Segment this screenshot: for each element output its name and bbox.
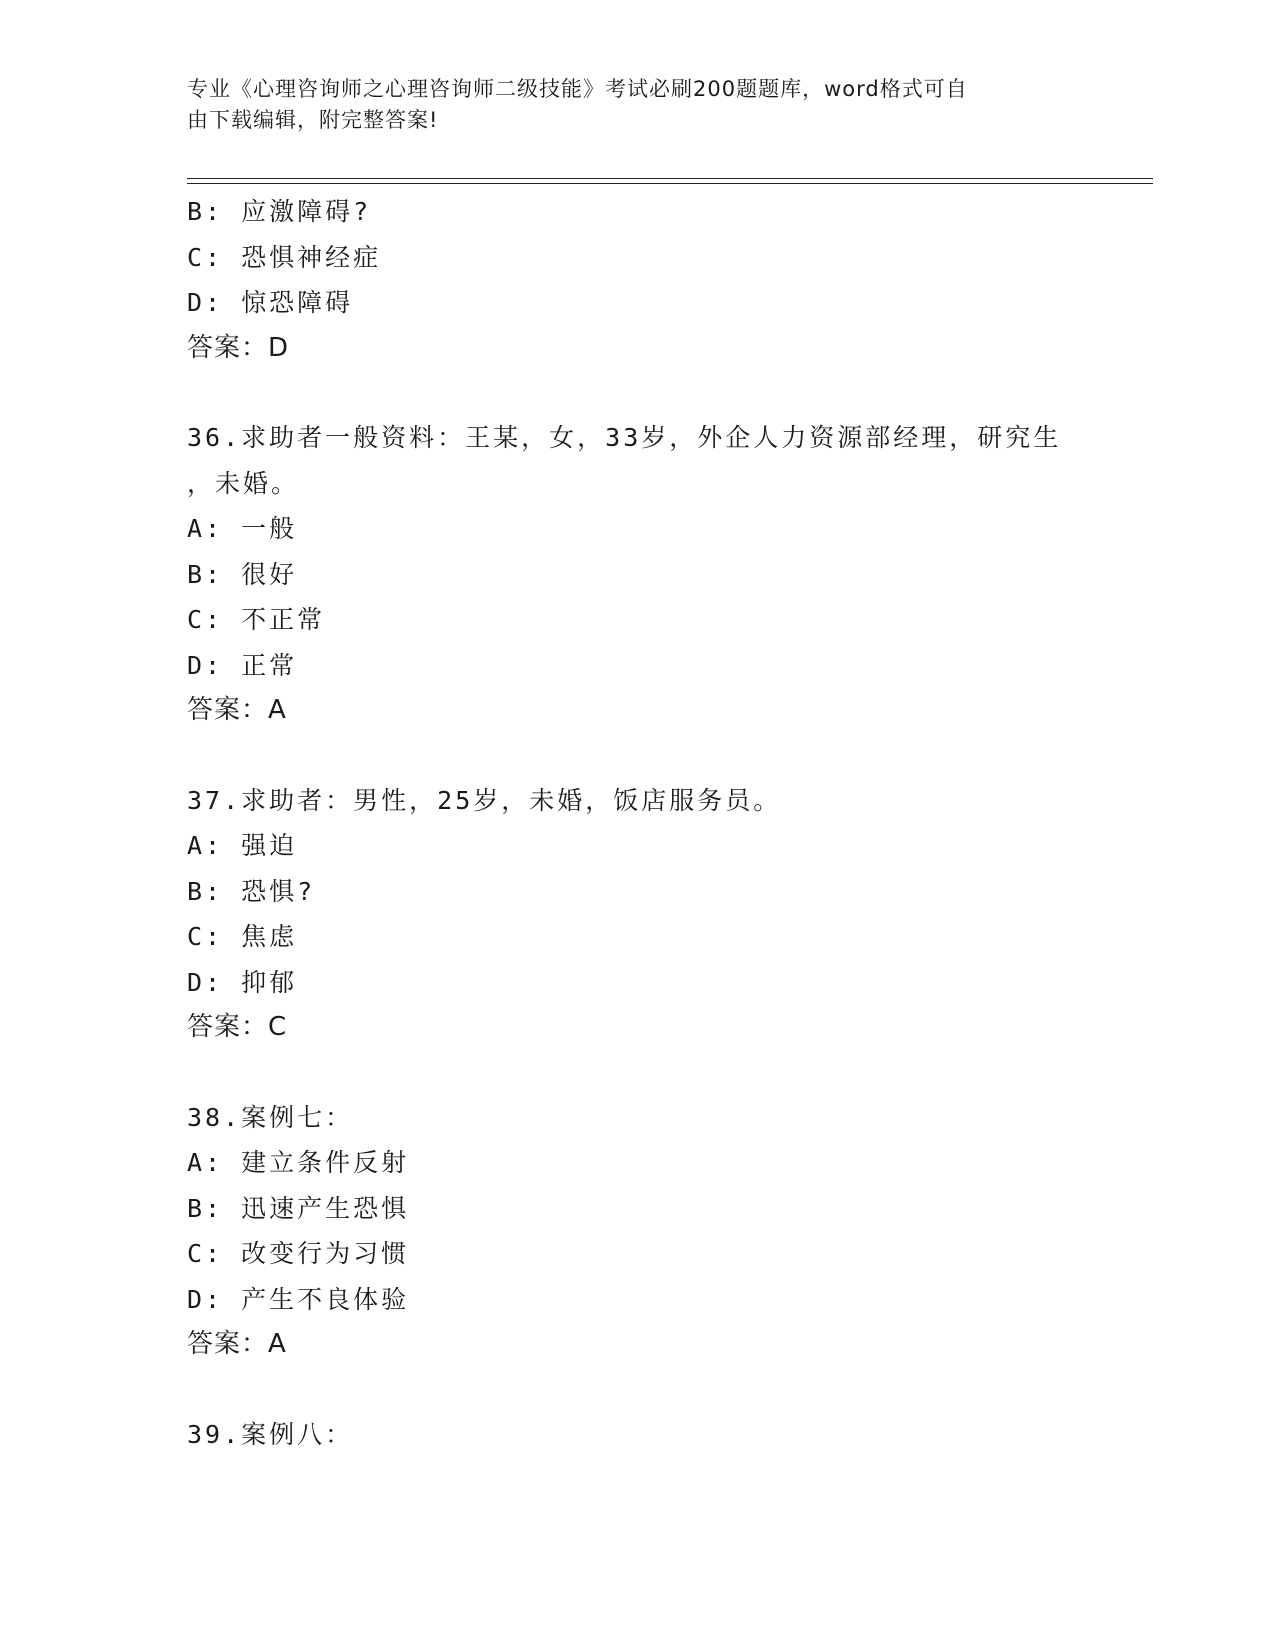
option-c: C: 恐惧神经症 xyxy=(187,242,382,272)
answer-line: 答案：C xyxy=(187,1012,288,1042)
question-block xyxy=(187,778,1147,1051)
option-c: C: 改变行为习惯 xyxy=(187,1239,410,1268)
question-stem: 36.求助者一般资料：王某，女，33岁，外企人力资源部经理，研究生 xyxy=(187,423,1062,452)
option-d: D: 惊恐障碍 xyxy=(187,288,354,317)
header-line-2: 由下载编辑，附完整答案! xyxy=(187,108,439,132)
option-d: D: 抑郁 xyxy=(187,967,298,997)
option-b: B: 应激障碍? xyxy=(187,197,372,226)
question-stem: 39.案例八： xyxy=(187,1419,354,1449)
option-a: A: 强迫 xyxy=(187,831,298,860)
question-block xyxy=(187,189,1147,371)
option-b: B: 很好 xyxy=(187,559,298,589)
option-d: D: 产生不良体验 xyxy=(187,1284,410,1314)
option-c: C: 不正常 xyxy=(187,605,326,634)
answer-line: 答案：A xyxy=(187,1329,287,1359)
option-a: A: 一般 xyxy=(187,514,298,543)
option-b: B: 迅速产生恐惧 xyxy=(187,1193,410,1223)
question-stem-continued: ，未婚。 xyxy=(187,468,300,498)
answer-line: 答案：A xyxy=(187,695,287,725)
question-stem: 37.求助者：男性，25岁，未婚，饭店服务员。 xyxy=(187,785,782,815)
option-d: D: 正常 xyxy=(187,650,298,680)
document-header xyxy=(187,74,1087,136)
question-block xyxy=(187,1095,1147,1368)
header-divider-bottom xyxy=(187,183,1153,184)
option-b: B: 恐惧? xyxy=(187,876,316,906)
question-block xyxy=(187,415,1147,734)
option-c: C: 焦虑 xyxy=(187,922,298,951)
header-line-1: 专业《心理咨询师之心理咨询师二级技能》考试必刷200题题库，word格式可自 xyxy=(187,77,968,101)
question-list xyxy=(187,189,1147,1501)
answer-line: 答案：D xyxy=(187,332,290,363)
question-stem: 38.案例七： xyxy=(187,1102,354,1132)
option-a: A: 建立条件反射 xyxy=(187,1148,410,1177)
question-block xyxy=(187,1412,1147,1458)
header-divider-top xyxy=(187,178,1153,179)
